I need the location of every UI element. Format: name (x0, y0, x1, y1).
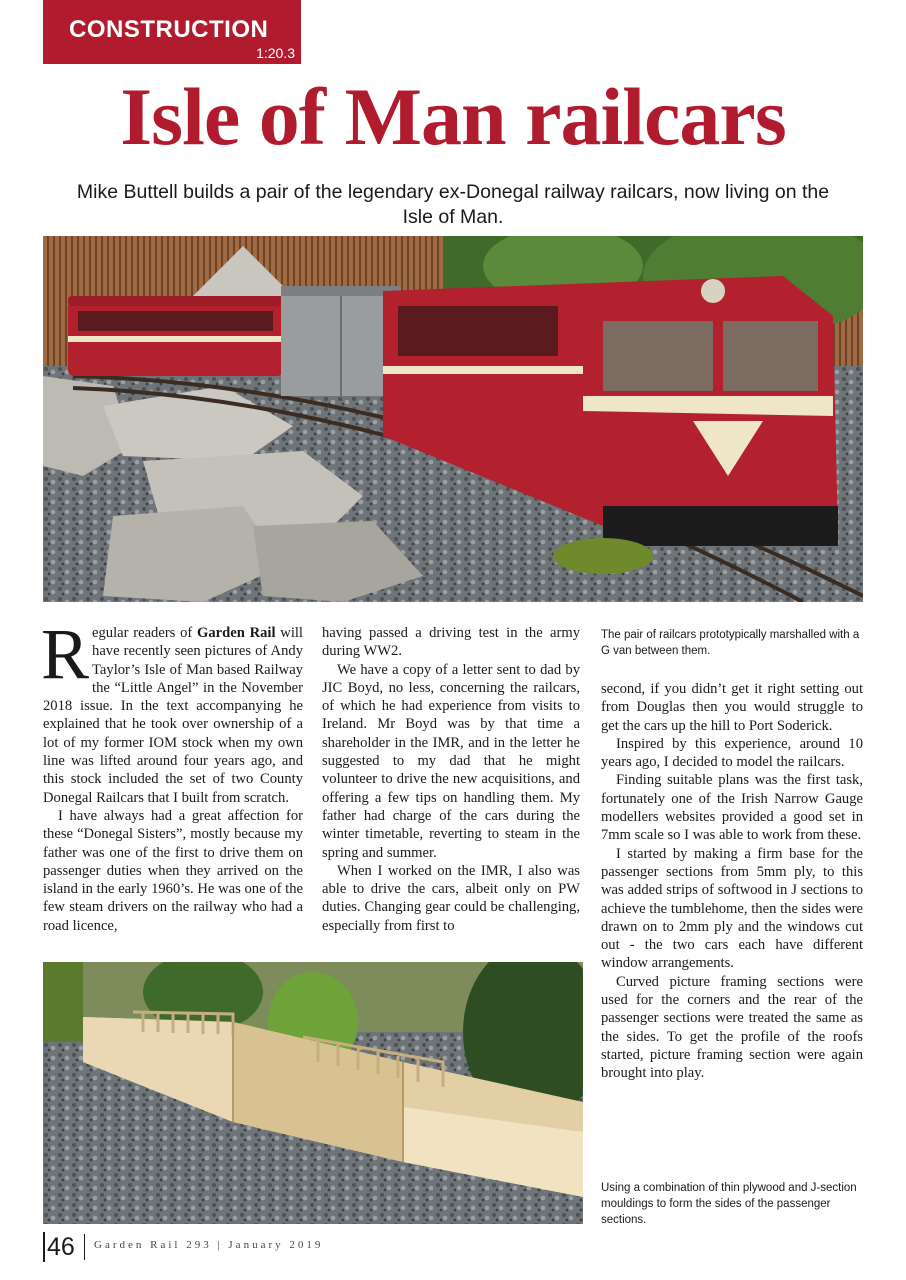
section-tab (43, 0, 301, 64)
paragraph: Finding suitable plans was the first task, fortunately one of the Irish Narrow Gauge modellers websites provided a good set in 7mm scale so I was able to work from these. (601, 772, 863, 844)
paragraph: having passed a driving test in the army during WW2. (322, 625, 580, 660)
paragraph (41, 614, 303, 807)
footer-magazine-issue: Garden Rail 293 | January 2019 (94, 1239, 324, 1251)
paragraph: I started by making a firm base for the passenger sections from 5mm ply, to this was added strips of softwood in J sections to achieve the tumblehome, then the sides were drawn on to 2mm ply and the windows cut out - the two cars each have different window arrangements. (601, 845, 863, 972)
section-label: CONSTRUCTION (69, 16, 269, 43)
paragraph-text: egular readers of (92, 625, 198, 641)
paragraph: Curved picture framing sections were used for the corners and the rear of the passenger sections were treated the same as the sides. To get the profile of the roofs started, picture framing section were again brought into play. (601, 973, 863, 1082)
text-column-3 (601, 680, 863, 1083)
paragraph: I have always had a great affection for these “Donegal Sisters”, mostly because my father was one of the first to drive them on passenger duties when they arrived on the island in the early 1960’s. He was one of the few steam drivers on the railway who had a road licence, (43, 807, 303, 934)
paragraph: second, if you didn’t get it right setting out from Douglas then you would struggle to get the cars up the hill to Port Soderick. (601, 681, 863, 734)
railcars-illustration (43, 236, 863, 602)
article-standfirst: Mike Buttell builds a pair of the legendary ex-Donegal railway railcars, now living on the Isle of Man. (76, 181, 830, 228)
text-column-2 (322, 624, 580, 935)
railcars-photo (43, 236, 863, 602)
plywood-sides-photo (43, 962, 583, 1224)
paragraph: We have a copy of a letter sent to dad by JIC Boyd, no less, concerning the railcars, of which he had experience from visits to Ireland. Mr Boyd was by that time a shareholder in the IMR, and in the letter he suggested to my dad that he might volunteer to drive the new acquisitions, and offering a few tips on handling them. My father had charge of the cars during the winter timetable, reverting to steam in the spring and summer. (322, 661, 580, 861)
caption-plywood: Using a combination of thin plywood and J-section mouldings to form the sides of the passenger sections. (601, 1182, 857, 1226)
paragraph: When I worked on the IMR, I also was able to drive the cars, albeit only on PW duties. Changing gear could be challenging, especially from first to (322, 862, 580, 934)
article-title: Isle of Man railcars (120, 71, 786, 162)
paragraph: Inspired by this experience, around 10 years ago, I decided to model the railcars. (601, 735, 863, 771)
drop-cap: R (41, 614, 90, 694)
caption-railcars: The pair of railcars prototypically marshalled with a G van between them. (601, 629, 860, 657)
text-column-1 (41, 614, 303, 935)
footer-divider (84, 1234, 85, 1260)
magazine-name: Garden Rail (197, 625, 276, 641)
plywood-illustration (43, 962, 583, 1224)
page-number: 46 (43, 1232, 75, 1262)
scale-label: 1:20.3 (256, 45, 295, 61)
paragraph-text: will have recently seen pictures of Andy Taylor’s Isle of Man based Railway the “Little Angel” in the November 2018 issue. In the text accompanying he explained that he took over ownership of a lot of my former IOM stock when my own line was lifted around four years ago, and this stock included the set of two County Donegal Railcars that I built from scratch. (43, 625, 303, 806)
